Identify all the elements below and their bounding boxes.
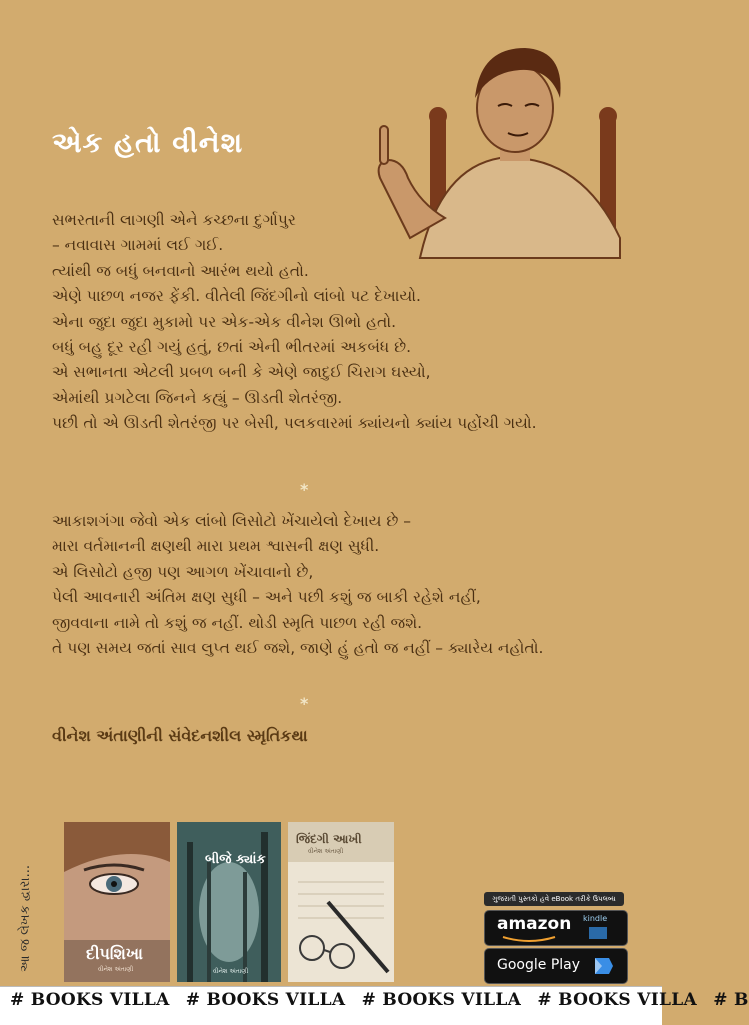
watermark-text: # BOOKS VILLA [185,990,346,1010]
watermark-banner [0,986,749,1025]
google-play-button[interactable] [484,948,628,984]
amazon-label: amazon [497,914,572,934]
text-line: એણે પાછળ નજર ફેંકી. વીતેલી જિંદગીનો લાંબો પટ દેખાયો. [52,287,421,306]
text-line: એના જુદા જુદા મુકામો પર એક-એક વીનેશ ઊભો હતો. [52,312,397,331]
book-title: એક હતો વીનેશ [52,126,244,159]
text-line: ત્યાંથી જ બધું બનવાનો આરંભ થયો હતો. [52,261,309,280]
by-same-author-label: આ જ લેખક દ્વારા... [18,865,33,972]
text-line: એ લિસોટો હજી પણ આગળ ખેંચાવાનો છે, [52,562,314,581]
book-author: વીનેશ અંતાણી [98,966,134,973]
amazon-smile-icon [501,935,557,943]
text-line: બધું બહુ દૂર રહી ગયું હતું, છતાં એની ભીતરમાં અકબંધ છે. [52,338,412,357]
separator-asterisk: * [300,480,309,499]
watermark-text: # BOOKS VILLA [537,990,697,1010]
stanza-two [52,509,612,661]
book-title: દીપશિખા [86,944,143,963]
text-line: જીવવાના નામે તો કશું જ નહીં. થોડી સ્મૃતિ પાછળ રહી જશે. [52,613,423,632]
book-author: વીનેશ અંતાણી [308,848,344,855]
book-author: વીનેશ અંતાણી [213,968,249,975]
ebook-available-banner: ગુજરાતી પુસ્તકો હવે eBook તરીકે ઉપલબ્ધ [484,892,624,906]
text-line: પછી તો એ ઊડતી શેતરંજી પર બેસી, પલકવારમાં ક્યાંયનો ક્યાંય પહોંચી ગયો. [52,414,537,433]
separator-asterisk: * [300,694,309,713]
text-line: સભરતાની લાગણી એને કચ્છના દુર્ગાપુર [52,211,296,229]
book-title: જિંદગી આખી [296,832,362,846]
text-line: તે પણ સમય જતાં સાવ લુપ્ત થઈ જશે, જાણે હું હતો જ નહીં – ક્યારેય નહોતો. [52,639,544,658]
text-line: મારા વર્તમાનની ક્ષણથી મારા પ્રથમ શ્વાસની ક્ષણ સુધી. [52,537,380,556]
text-line: પેલી આવનારી અંતિમ ક્ષણ સુધી – અને પછી કશું જ બાકી રહેશે નહીં, [52,588,481,607]
text-line: – નવાવાસ ગામમાં લઈ ગઈ. [52,236,224,255]
text-line: આકાશગંગા જેવો એક લાંબો લિસોટો ખેંચાયેલો દેખાય છે – [52,512,411,530]
subtitle: વીનેશ અંતાણીની સંવેદનશીલ સ્મૃતિકથા [52,726,308,745]
text-line: એમાંથી પ્રગટેલા જિનને કહ્યું – ઊડતી શેતરંજી. [52,388,343,407]
kindle-reader-icon [587,925,609,941]
book-title: બીજે ક્યાંક [205,852,266,867]
book-cover-jindagi-aakhi[interactable] [288,822,394,982]
google-play-label: Google Play [497,957,581,973]
amazon-kindle-button[interactable] [484,910,628,946]
stanza-one [52,208,612,437]
kindle-label: kindle [583,914,608,923]
watermark-text: # BOOKS VILLA [10,990,170,1010]
book-cover-bije-kyank[interactable] [177,822,281,982]
text-line: એ સભાનતા એટલી પ્રબળ બની કે એણે જાદુઈ ચિરાગ ઘસ્યો, [52,363,431,382]
forest-illustration [177,822,281,982]
book-cover-dipshikha[interactable] [64,822,170,982]
watermark-text: # B [713,990,749,1010]
watermark-text: # BOOKS VILLA [361,990,522,1010]
google-play-books-icon [593,956,615,976]
